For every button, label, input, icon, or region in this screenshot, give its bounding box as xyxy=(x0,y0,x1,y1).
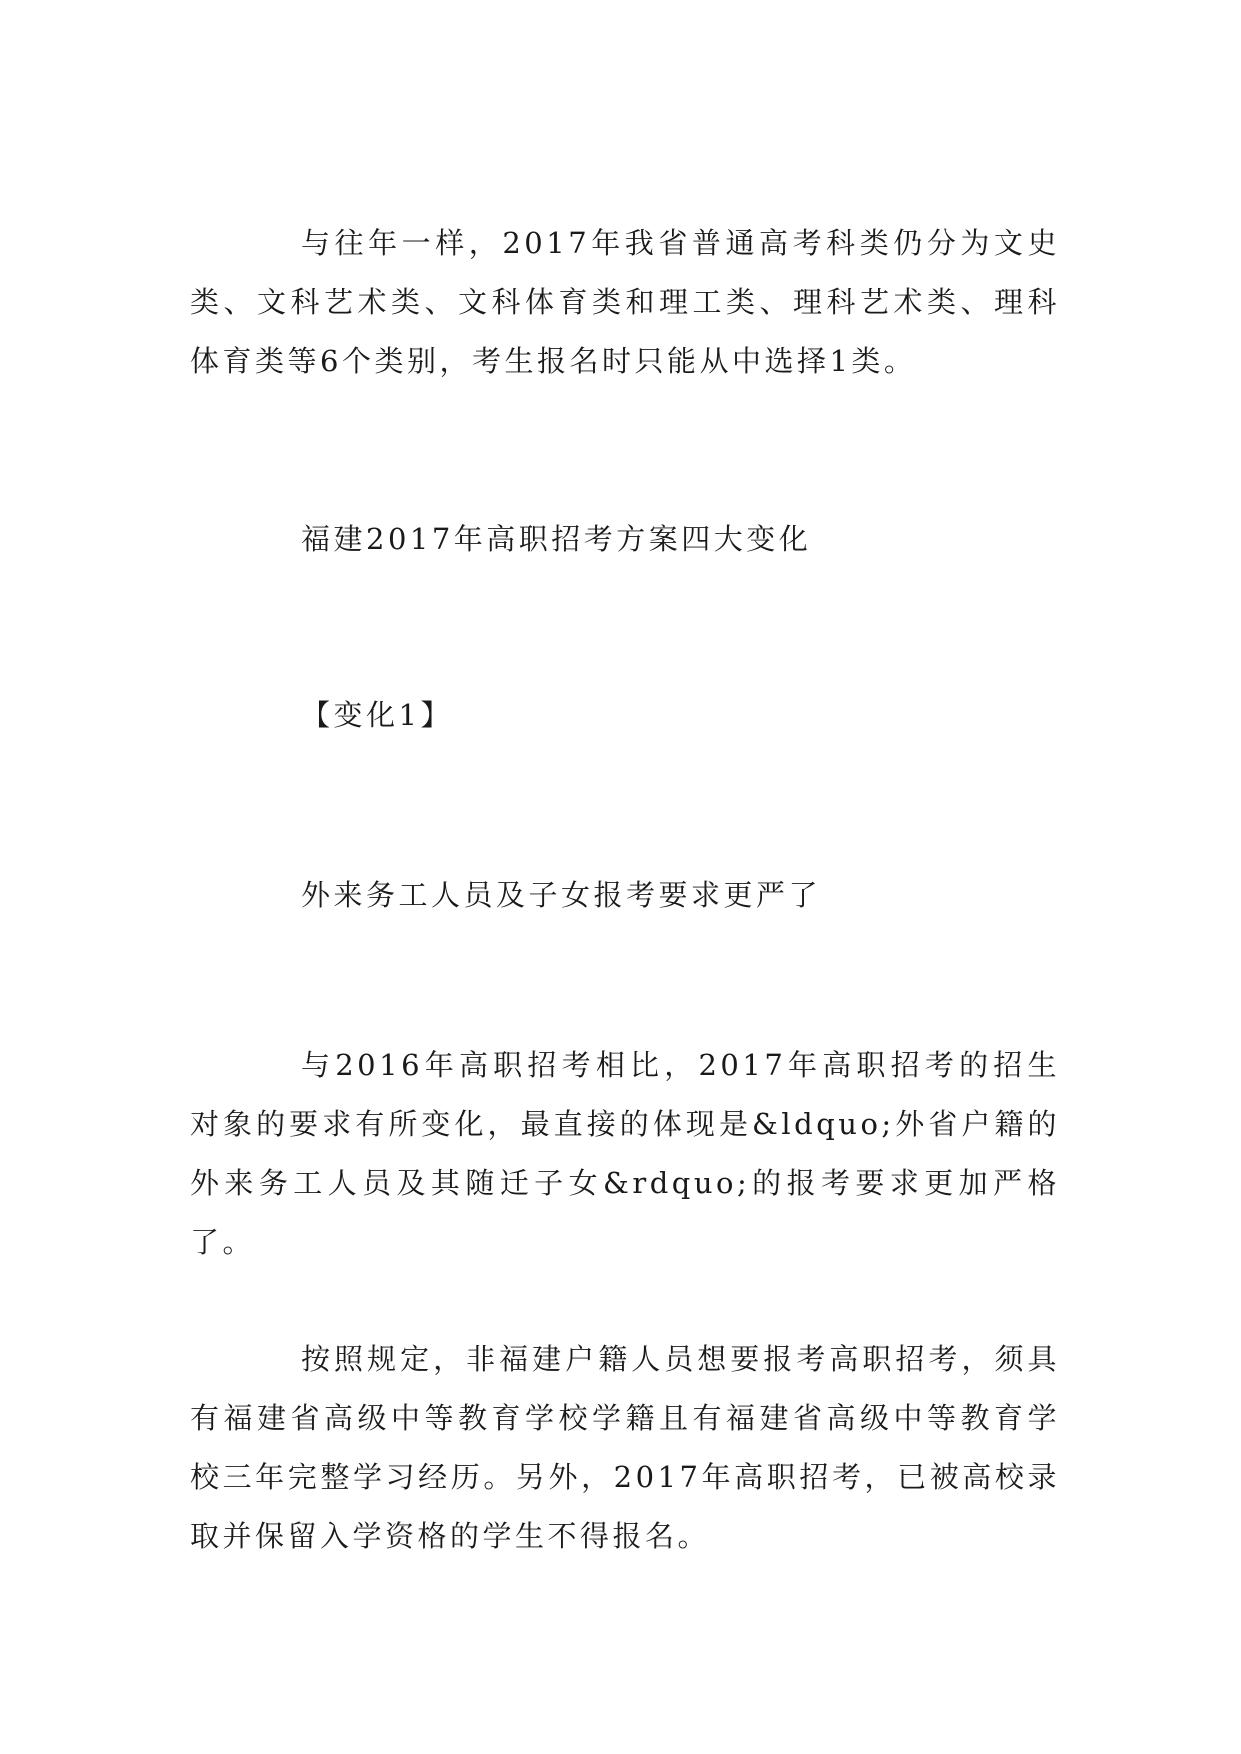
paragraph-regulations: 按照规定，非福建户籍人员想要报考高职招考，须具有福建省高级中等教育学校学籍且有福建省高级中等教育学校三年完整学习经历。另外，2017年高职招考，已被高校录取并保留入学资格的学生不得报名。 xyxy=(190,1342,1060,1553)
paragraph-comparison-2016: 与2016年高职招考相比，2017年高职招考的招生对象的要求有所变化，最直接的体现是&ldquo;外省户籍的外来务工人员及其随迁子女&rdquo;的报考要求更加严格了。 xyxy=(190,1048,1060,1259)
change-1-title: 外来务工人员及子女报考要求更严了 xyxy=(301,878,822,912)
section-heading-four-changes: 福建2017年高职招考方案四大变化 xyxy=(301,522,812,556)
paragraph-subject-categories: 与往年一样，2017年我省普通高考科类仍分为文史类、文科艺术类、文科体育类和理工类、理科艺术类、理科体育类等6个类别，考生报名时只能从中选择1类。 xyxy=(190,226,1060,378)
change-label-1: 【变化1】 xyxy=(301,698,453,732)
